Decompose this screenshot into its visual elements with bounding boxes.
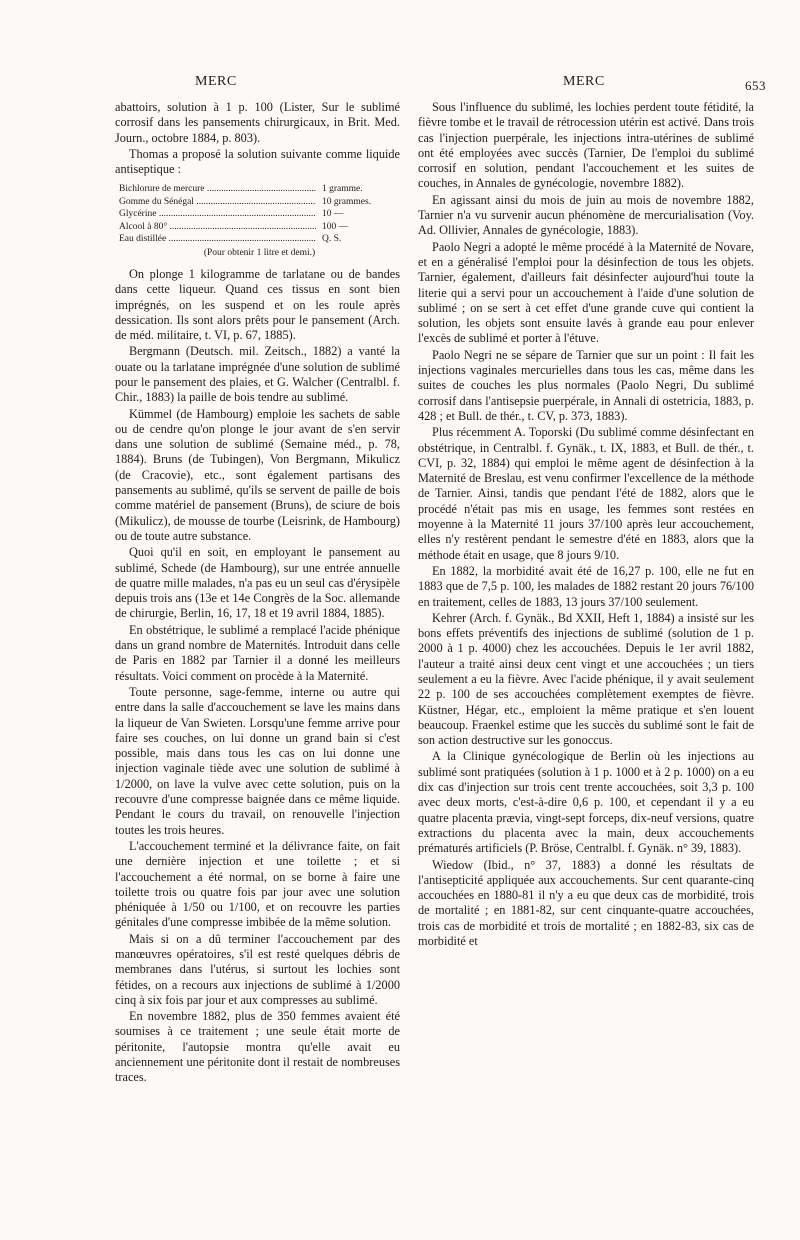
ingredient-quantity: 10 grammes. xyxy=(322,196,372,207)
paragraph: En agissant ainsi du mois de juin au mois de novembre 1882, Tarnier n'a vu survenir aucun phénomène de mercurialisation (Voy. Ad. Ollivier, Annales de gynécologie, 1883). xyxy=(418,192,754,238)
ingredient-name: Gomme du Sénégal ..... xyxy=(119,196,316,208)
running-header-right: MERC xyxy=(563,74,605,89)
ingredient-quantity: 10 — xyxy=(322,209,344,220)
ingredient-name: Eau distillée ..... xyxy=(119,233,316,245)
formula-row xyxy=(119,233,400,245)
formula-row xyxy=(119,183,400,195)
formula-row xyxy=(119,196,400,208)
paragraph: abattoirs, solution à 1 p. 100 (Lister, Sur le sublimé corrosif dans les pansements chirurgicaux, in Brit. Med. Journ., octobre 1884, p. 803). xyxy=(115,100,400,145)
paragraph: Paolo Negri ne se sépare de Tarnier que sur un point : Il fait les injections vaginales mercurielles dans tous les cas, même dans les suites de couches les plus normales (Paolo Negri, Du sublimé corrosif dans l'antisepsie puerpérale, in Annali di ostetricia, 1883, p. 428 ; et Bull. de thér., t. CV, p. 373, 1883). xyxy=(418,347,754,423)
formula-row xyxy=(119,221,400,233)
paragraph: Mais si on a dû terminer l'accouchement par des manœuvres opératoires, s'il est resté quelques débris de membranes dans l'utérus, si surtout les lochies sont fétides, on a recours aux injections de sublimé à 1/2000 cinq à six fois par jour et aux compresses au sublimé. xyxy=(115,931,400,1007)
paragraph: Sous l'influence du sublimé, les lochies perdent toute fétidité, la fièvre tombe et le travail de rétrocession utérin est activé. Dans trois cas l'injection puerpérale, les injections intra-utérines de sublimé ont été employées avec succès (Tarnier, De l'emploi du sublimé corrosif en solution, pendant l'accouchement et les suites de couches, in Annales de gynécologie, novembre 1882). xyxy=(418,100,754,191)
paragraph: Wiedow (Ibid., n° 37, 1883) a donné les résultats de l'antisepticité appliquée aux accouchements. Sur cent quarante-cinq accouchées en 1880-81 il n'y a eu que deux cas de morbidité, trois de mortalité ; en 1881-82, sur cent cinquante-quatre accouchées, trois cas de morbidité et trois de mortalité ; en 1882-83, six cas de morbidité et xyxy=(418,857,754,949)
ingredient-quantity: 1 gramme. xyxy=(322,184,363,195)
paragraph: Paolo Negri a adopté le même procédé à la Maternité de Novare, et en a généralisé l'emploi pour la désinfection de tous les objets. Tarnier, également, d'ailleurs fait désinfecter aujourd'hui toute la literie qui a servi pour un accouchement à l'aide d'une solution de sublimé ; on se sert à cet effet d'une grande cuve qui contient la solution, les objets sont ensuite lavés à grande eau pour enlever l'excès de sublimé et porter à l'étuve. xyxy=(418,239,754,346)
ingredient-name: Glycérine ..... xyxy=(119,208,316,220)
paragraph: En novembre 1882, plus de 350 femmes avaient été soumises à ce traitement ; une seule était morte de péritonite, l'autopsie montra qu'elle avait eu anciennement une péritonite dont il restait de nombreuses traces. xyxy=(115,1009,400,1085)
ingredient-name: Bichlorure de mercure ..... xyxy=(119,183,316,195)
formula-table xyxy=(119,183,400,258)
paragraph: En obstétrique, le sublimé a remplacé l'acide phénique dans un grand nombre de Maternités. Introduit dans celle de Paris en 1882 par Tarnier il a donné les meilleurs résultats. Voici comment on procède à la Maternité. xyxy=(115,622,400,683)
paragraph: A la Clinique gynécologique de Berlin où les injections au sublimé sont pratiquées (solution à 1 p. 1000 et à 2 p. 1000) on a eu dix cas d'injection sur trois cent trente accouchées, soit 3,3 p. 100 avec deux morts, c'est-à-dire 0,6 p. 100, et cependant il y a eu quatre placenta prævia, vingt-sept forceps, dix-neuf versions, quatre extractions du placenta avec la main, deux accouchements prématurés artificiels (P. Bröse, Centralbl. f. Gynäk. n° 39, 1883). xyxy=(418,749,754,856)
ingredient-name: Alcool à 80° ..... xyxy=(119,221,316,233)
formula-note: (Pour obtenir 1 litre et demi.) xyxy=(203,247,316,258)
paragraph: En 1882, la morbidité avait été de 16,27 p. 100, elle ne fut en 1883 que de 7,5 p. 100, les malades de 1882 restant 20 jours 76/100 en traitement, celles de 1883, 13 jours 37/100 seulement. xyxy=(418,563,754,609)
paragraph: Kehrer (Arch. f. Gynäk., Bd XXII, Heft 1, 1884) a insisté sur les bons effets préventifs des injections de sublimé (solution de 1 p. 2000 à 1 p. 4000) chez les accouchées. Depuis le 1er avril 1882, l'auteur a traité ainsi deux cent vingt et une accouchées ; un tiers seulement a eu la fièvre. Avec l'acide phénique, il y avait seulement 22 p. 100 de ses accouchées complètement exemptes de fièvre. Küstner, Hégar, etc., emploient la même pratique et s'en louent beaucoup. Fraenkel estime que les succès du sublimé sont le fait de son action destructive sur les gonoccus. xyxy=(418,610,754,748)
running-header-left: MERC xyxy=(195,74,237,89)
right-column xyxy=(418,100,754,950)
paragraph: On plonge 1 kilogramme de tarlatane ou de bandes dans cette liqueur. Quand ces tissus en sont bien imprégnés, on les suspend et on les roule après dessication. Ils sont alors prêts pour le pansement (Arch. de méd. militaire, t. VI, p. 67, 1885). xyxy=(115,266,400,343)
ingredient-quantity: Q. S. xyxy=(322,234,342,245)
ingredient-quantity: 100 — xyxy=(322,221,349,232)
paragraph: L'accouchement terminé et la délivrance faite, on fait une dernière injection et une toilette ; et si l'accouchement a été normal, on se borne à faire une toilette trois ou quatre fois par jour avec une solution phéniquée à 1/50 ou 1/100, et on recouvre les parties génitales d'une compresse imbibée de la même solution. xyxy=(115,838,400,930)
page-number: 653 xyxy=(745,78,766,93)
paragraph: Toute personne, sage-femme, interne ou autre qui entre dans la salle d'accouchement se lave les mains dans la liqueur de Van Swieten. Lorsqu'une femme arrive pour faire ses couches, on lui donne un grand bain si c'est possible, mais dans tous les cas on lui donne une injection vaginale tiède avec une solution de sublimé à 1/2000, on lave la vulve avec cette solution, puis on la recouvre d'une compresse baignée dans ce même liquide. Pendant le cours du travail, on renouvelle l'injection toutes les trois heures. xyxy=(115,684,400,837)
paragraph: Thomas a proposé la solution suivante comme liquide antiseptique : xyxy=(115,146,400,177)
paragraph: Kümmel (de Hambourg) emploie les sachets de sable ou de cendre qu'on plonge le jour avant de s'en servir dans une solution de sublimé (Semaine méd., p. 78, 1884). Bruns (de Tubingen), Von Bergmann, Mikulicz (de Cracovie), etc., sont également partisans des pansements au sublimé, qu'ils se servent de paille de bois comme matériel de pansement (Bruns), de sciure de bois (Mikulicz), de mousse de tourbe (Leisrink, de Hambourg) ou de toute autre substance. xyxy=(115,406,400,543)
left-column xyxy=(115,100,400,1087)
formula-row xyxy=(119,208,400,220)
paragraph: Plus récemment A. Toporski (Du sublimé comme désinfectant en obstétrique, in Centralbl. f. Gynäk., t. IX, 1883, et Bull. de thér., t. CVI, p. 32, 1884) qui emploi le même agent de désinfection à la Maternité de Breslau, est venu confirmer l'excellence de la méthode de Tarnier. Ainsi, tandis que pendant l'été de 1882, alors que le procédé n'était pas mis en usage, les femmes sont restées en moyenne à la Maternité 11 jours 37/100 après leur accouchement, elles n'y restèrent pendant le semestre d'été en 1883, alors que la méthode était en usage, que 8 jours 9/10. xyxy=(418,425,754,562)
paragraph: Bergmann (Deutsch. mil. Zeitsch., 1882) a vanté la ouate ou la tarlatane imprégnée d'une solution de sublimé pour le pansement des plaies, et G. Walcher (Centralbl. f. Chir., 1883) la paille de bois tendre au sublimé. xyxy=(115,344,400,405)
paragraph: Quoi qu'il en soit, en employant le pansement au sublimé, Schede (de Hambourg), sur une entrée annuelle de quatre mille malades, n'a pas eu un seul cas d'érysipèle depuis trois ans (13e et 14e Congrès de la Soc. allemande de chirurgie, Berlin, 16, 17, 18 et 19 avril 1884, 1885). xyxy=(115,545,400,621)
